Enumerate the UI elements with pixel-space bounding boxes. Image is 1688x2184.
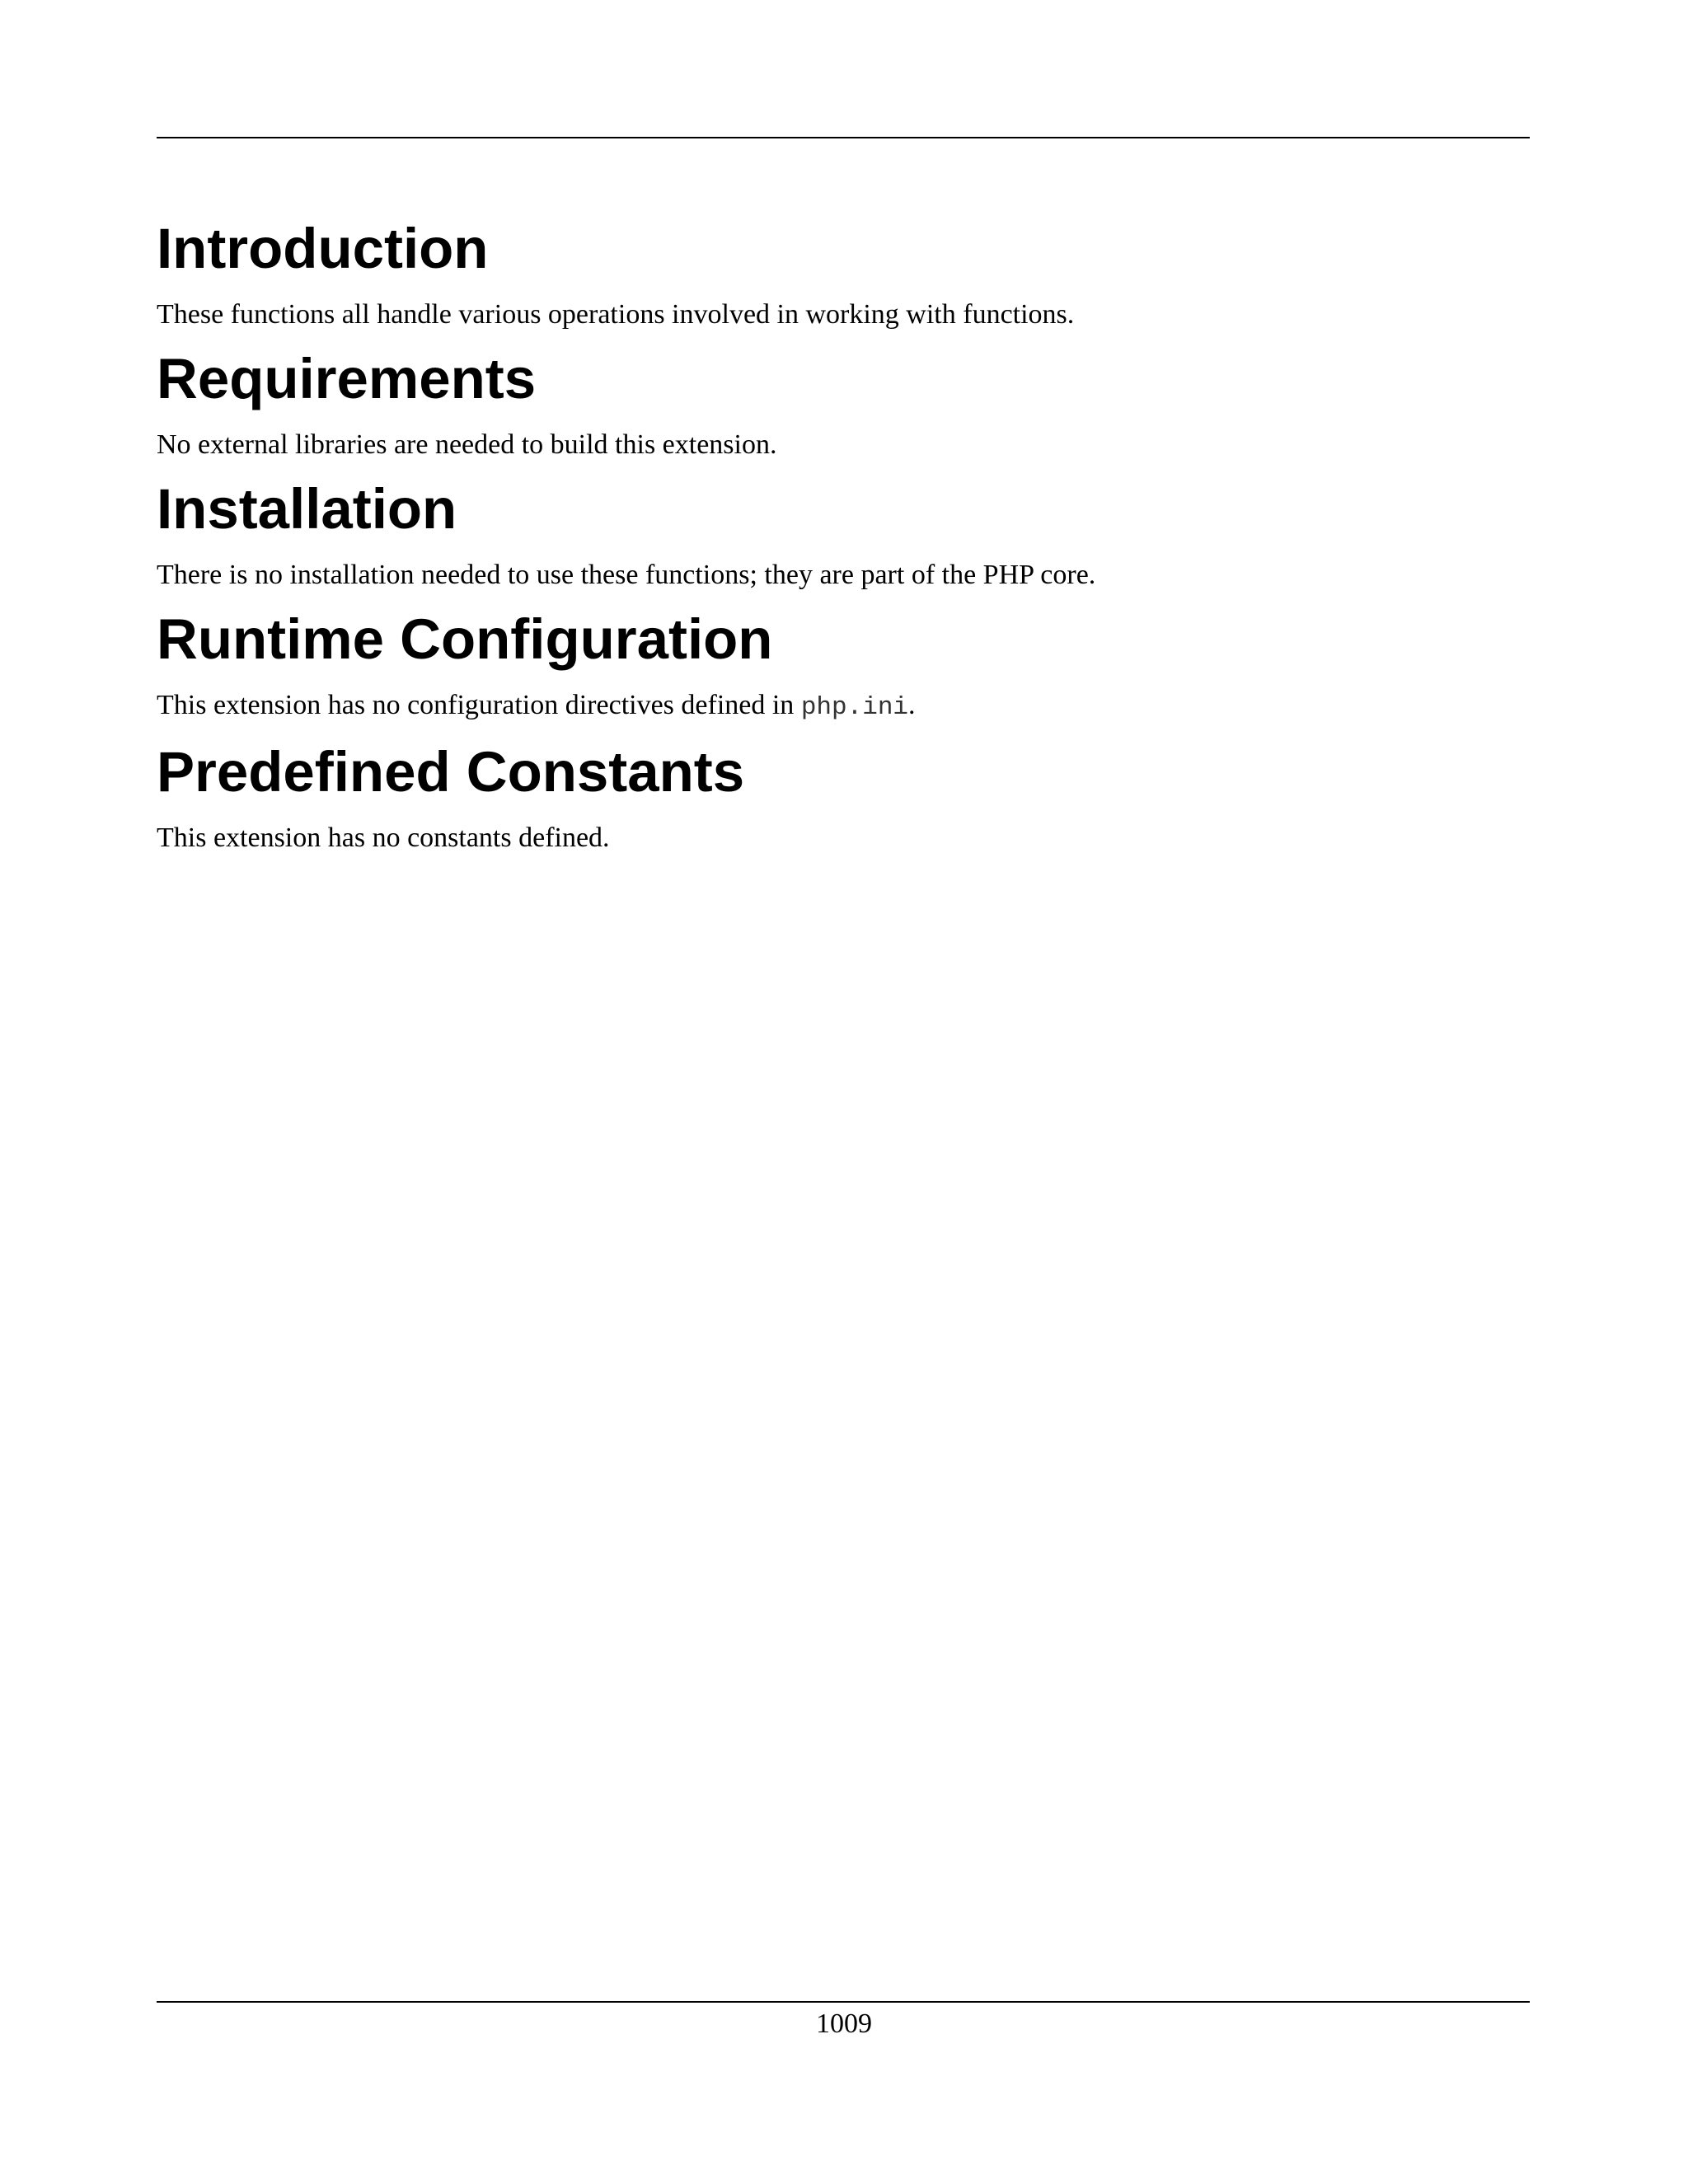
section-body: No external libraries are needed to build this extension. [157,429,777,460]
section-installation [157,476,1530,592]
header-rule [157,137,1530,138]
page-number: 1009 [816,2008,872,2039]
body-text: This extension has no configuration directives defined in [157,690,801,720]
page-content [157,216,1530,855]
inline-code-filename: php.ini [800,693,909,722]
section-heading: Predefined Constants [157,740,745,804]
section-runtime-configuration [157,607,1530,724]
section-requirements [157,346,1530,462]
section-introduction [157,216,1530,331]
section-heading: Runtime Configuration [157,607,773,671]
body-text-end: . [908,690,916,720]
section-predefined-constants [157,739,1530,855]
footer-rule [157,2001,1530,2003]
section-body: These functions all handle various operations involved in working with functions. [157,299,1075,330]
section-body: This extension has no constants defined. [157,823,610,853]
section-heading: Introduction [157,217,489,280]
section-body: There is no installation needed to use these functions; they are part of the PHP core. [157,560,1096,590]
section-body [157,689,1530,724]
section-heading: Requirements [157,347,537,410]
section-heading: Installation [157,477,457,541]
